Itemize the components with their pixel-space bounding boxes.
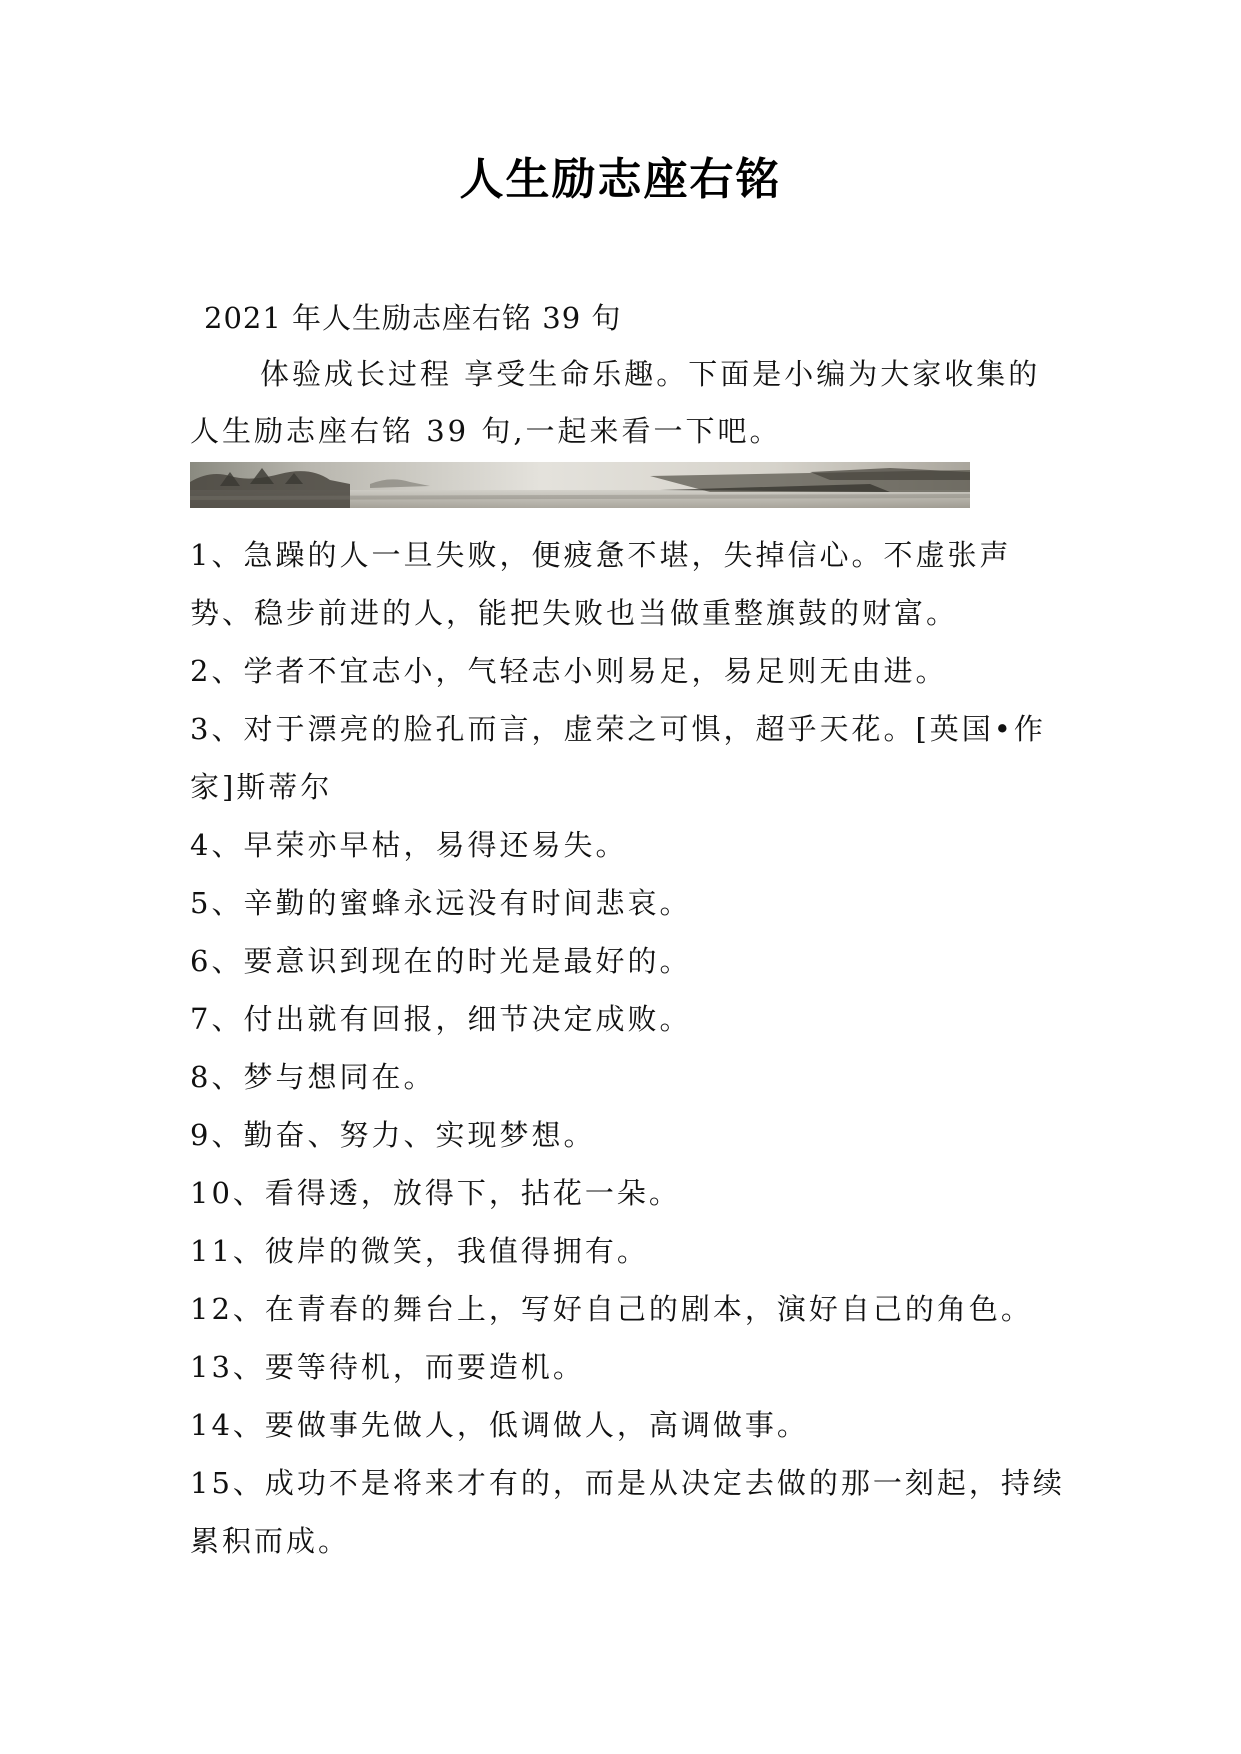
motto-item: 10、看得透，放得下，拈花一朵。 [190, 1176, 681, 1210]
motto-item: 2、学者不宜志小，气轻志小则易足，易足则无由进。 [190, 654, 948, 688]
motto-item: 14、要做事先做人，低调做人，高调做事。 [190, 1408, 809, 1442]
motto-item: 7、付出就有回报，细节决定成败。 [190, 1002, 692, 1036]
landscape-banner-image [190, 462, 970, 508]
motto-item: 12、在青春的舞台上，写好自己的剧本，演好自己的角色。 [190, 1292, 1033, 1326]
document-title: 人生励志座右铭 [459, 154, 782, 205]
motto-item: 8、梦与想同在。 [190, 1060, 436, 1094]
motto-item: 4、早荣亦早枯，易得还易失。 [190, 828, 628, 862]
document-subtitle: 2021 年人生励志座右铭 39 句 [204, 301, 622, 335]
motto-item: 1、急躁的人一旦失败，便疲惫不堪，失掉信心。不虚张声势、稳步前进的人，能把失败也当做重整旗鼓的财富。 [190, 538, 1012, 630]
document-body [190, 290, 1070, 1570]
motto-list [190, 526, 1070, 1570]
motto-item: 3、对于漂亮的脸孔而言，虚荣之可惧，超乎天花。[英国•作家]斯蒂尔 [190, 712, 1046, 804]
motto-item: 5、辛勤的蜜蜂永远没有时间悲哀。 [190, 886, 692, 920]
motto-item: 15、成功不是将来才有的，而是从决定去做的那一刻起，持续累积而成。 [190, 1466, 1065, 1558]
motto-item: 13、要等待机，而要造机。 [190, 1350, 585, 1384]
motto-item: 9、勤奋、努力、实现梦想。 [190, 1118, 596, 1152]
intro-paragraph: 体验成长过程 享受生命乐趣。下面是小编为大家收集的人生励志座右铭 39 句,一起来看一下吧。 [190, 357, 1041, 448]
motto-item: 11、彼岸的微笑，我值得拥有。 [190, 1234, 649, 1268]
motto-item: 6、要意识到现在的时光是最好的。 [190, 944, 692, 978]
